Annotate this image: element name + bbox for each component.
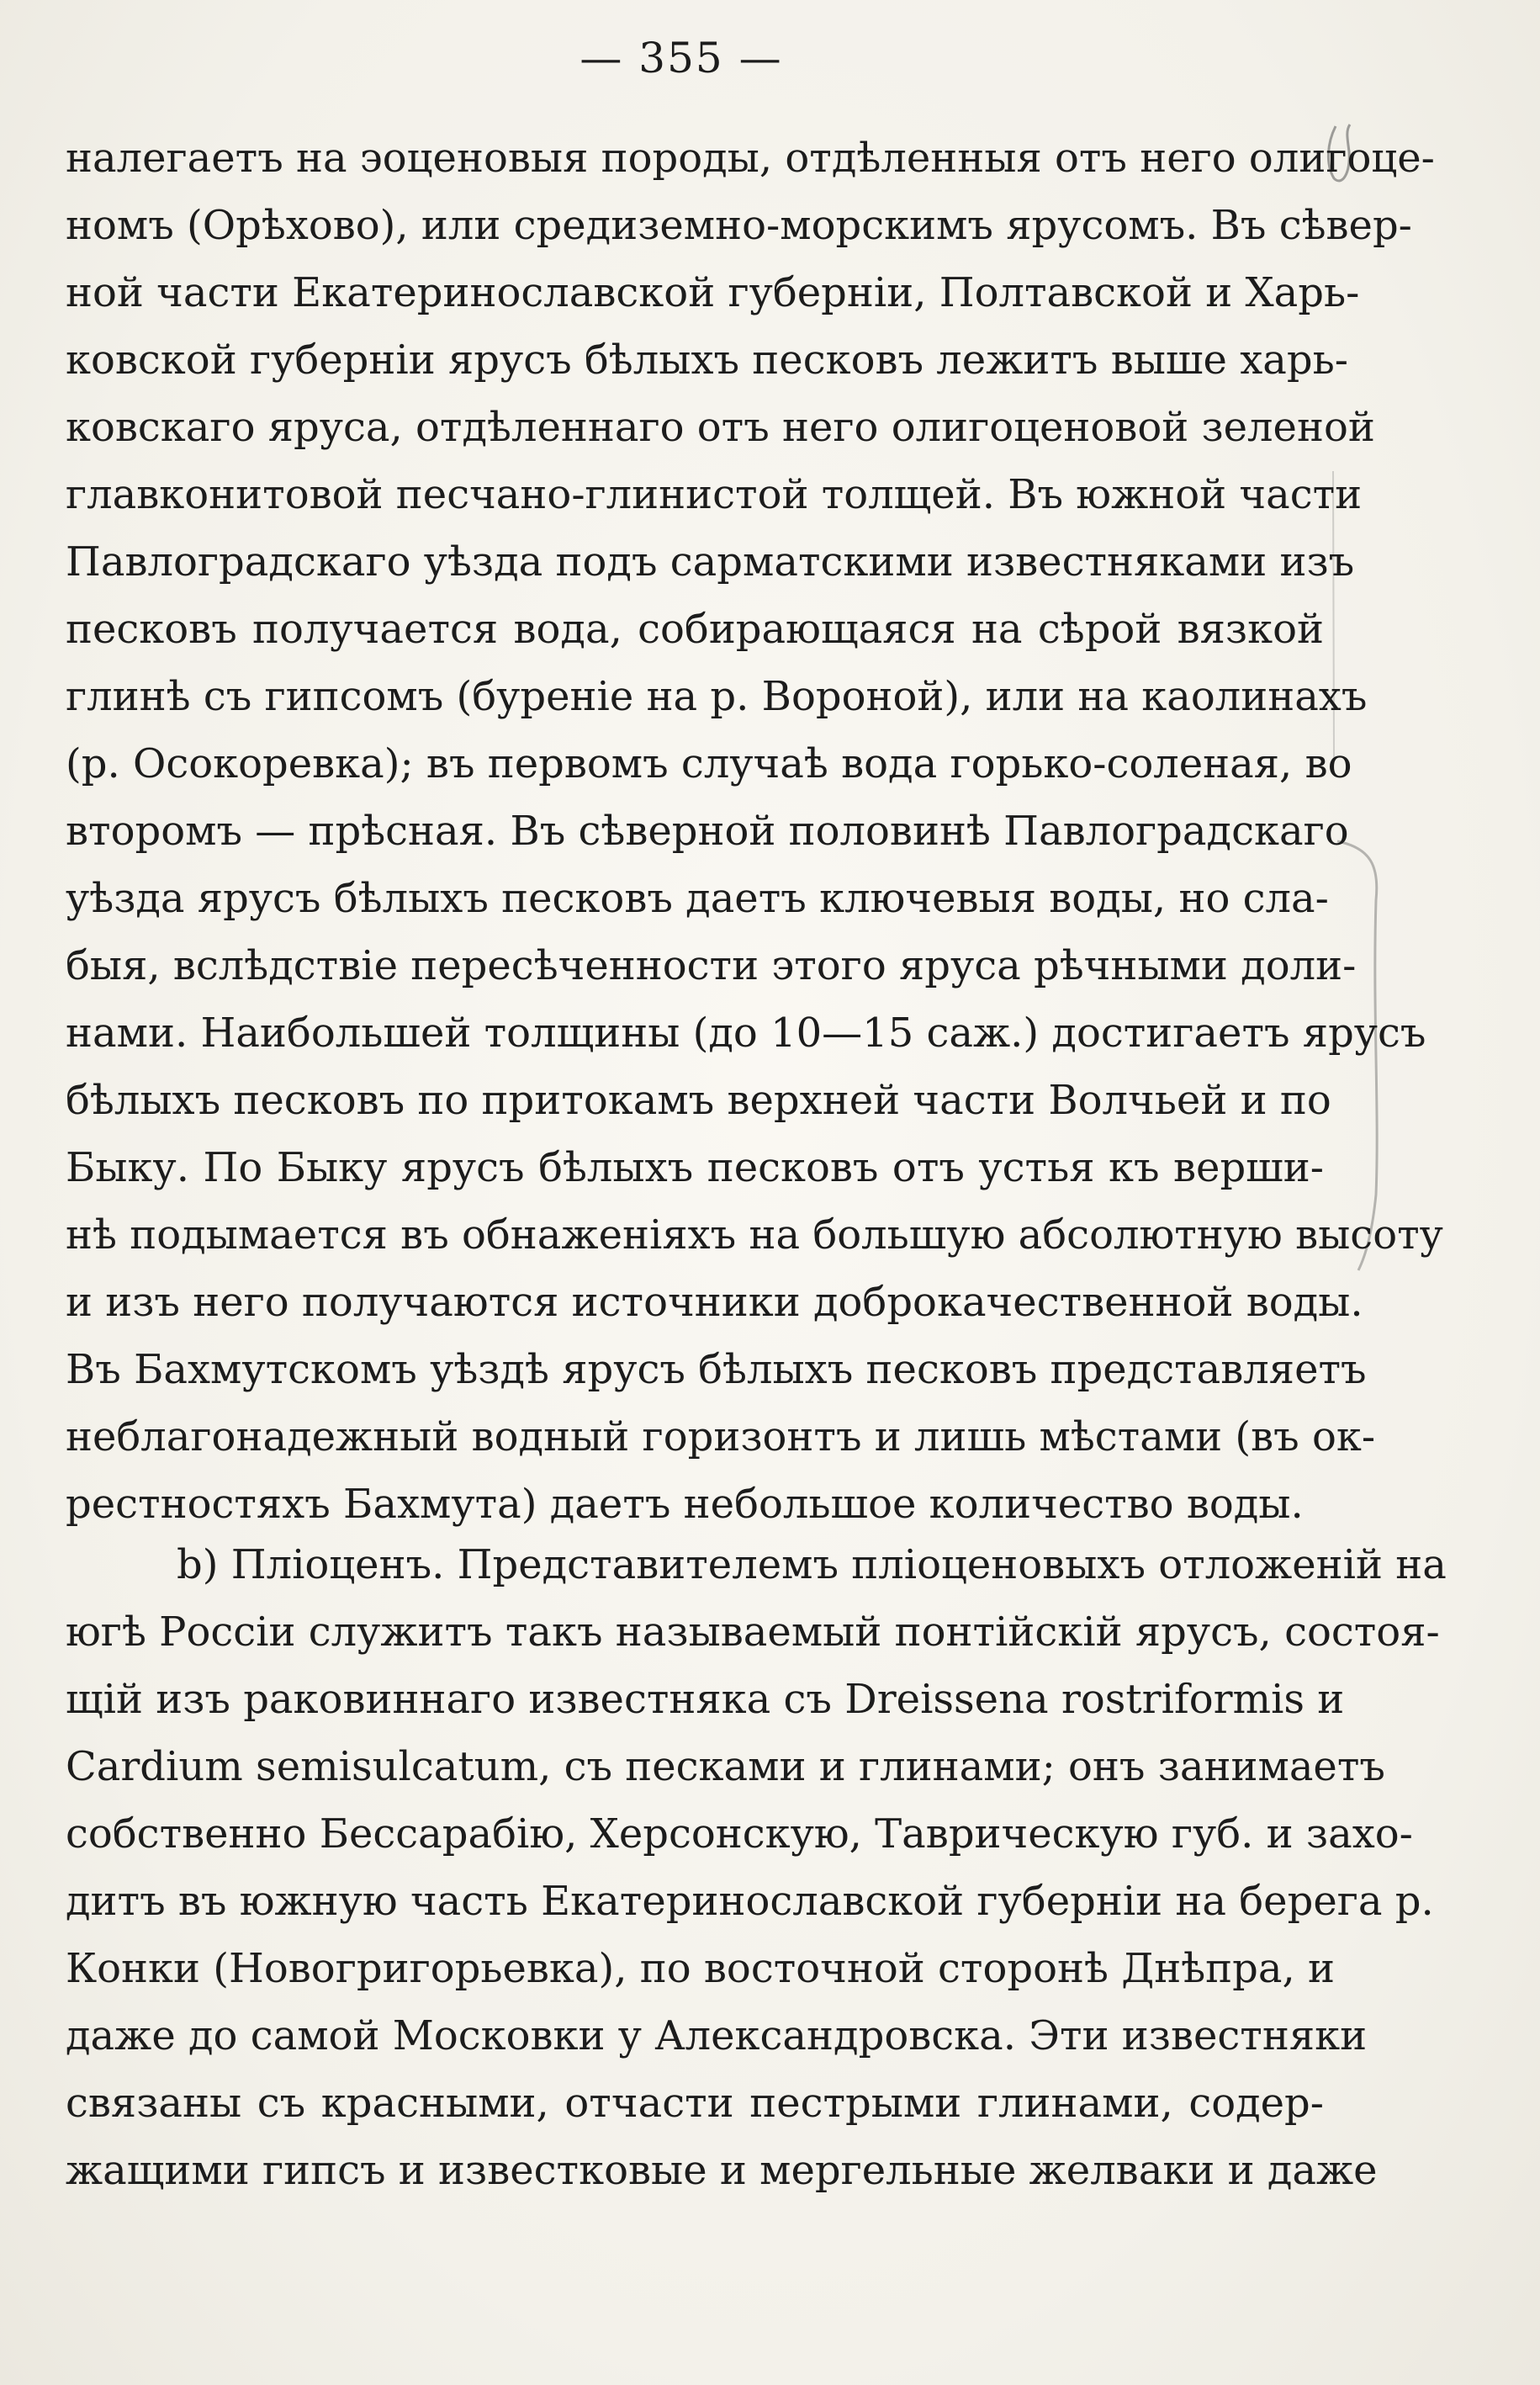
text-line: Въ Бахмутскомъ уѣздѣ ярусъ бѣлыхъ песковъ представляетъ — [66, 1346, 1367, 1393]
text-line: и изъ него получаются источники доброкачественной воды. — [66, 1279, 1363, 1326]
text-line: нами. Наибольшей толщины (до 10—15 саж.) достигаетъ ярусъ — [66, 1010, 1426, 1057]
text-line: быя, вслѣдствіе пересѣченности этого яруса рѣчными доли- — [66, 942, 1357, 989]
paragraph-pliocene — [66, 1531, 1447, 2204]
text-line: югѣ Россіи служитъ такъ называемый понтійскій ярусъ, состоя- — [66, 1609, 1440, 1656]
text-line: Быку. По Быку ярусъ бѣлыхъ песковъ отъ устья къ верши- — [66, 1144, 1324, 1191]
text-line: Конки (Новогригорьевка), по восточной сторонѣ Днѣпра, и — [66, 1945, 1335, 1992]
text-line: дитъ въ южную часть Екатеринославской губерніи на берега р. — [66, 1878, 1434, 1925]
text-line: ковскаго яруса, отдѣленнаго отъ него олигоценовой зеленой — [66, 404, 1375, 451]
text-line: даже до самой Московки у Александровска. Эти известняки — [66, 2012, 1368, 2059]
text-line: номъ (Орѣхово), или средиземно-морскимъ ярусомъ. Въ сѣвер- — [66, 202, 1412, 249]
text-line: ной части Екатеринославской губерніи, Полтавской и Харь- — [66, 269, 1360, 316]
text-line: второмъ — прѣсная. Въ сѣверной половинѣ Павлоградскаго — [66, 808, 1349, 855]
text-line: песковъ получается вода, собирающаяся на сѣрой вязкой — [66, 606, 1324, 653]
text-line: жащими гипсъ и известковые и мергельные желваки и даже — [66, 2147, 1378, 2194]
text-line: (р. Осокоревка); въ первомъ случаѣ вода горько-соленая, во — [66, 740, 1352, 787]
text-line: глинѣ съ гипсомъ (буреніе на р. Вороной), или на каолинахъ — [66, 673, 1368, 720]
text-line: щій изъ раковиннаго известняка съ Dreissena rostriformis и — [66, 1676, 1345, 1723]
text-line: связаны съ красными, отчасти пестрыми глинами, содер- — [66, 2080, 1324, 2127]
paragraph-eocene — [66, 125, 1443, 1538]
text-line: главконитовой песчано-глинистой толщей. Въ южной части — [66, 471, 1363, 518]
text-line: Cardium semisulcatum, съ песками и глинами; онъ занимаетъ — [66, 1743, 1385, 1790]
text-line: ковской губерніи ярусъ бѣлыхъ песковъ лежитъ выше харь- — [66, 337, 1348, 384]
text-line: нѣ подымается въ обнаженіяхъ на большую абсолютную высоту — [66, 1211, 1443, 1259]
text-line: b) Пліоценъ. Представителемъ пліоценовыхъ отложеній на — [177, 1541, 1447, 1588]
page-number: — 355 — — [579, 34, 783, 82]
text-line: неблагонадежный водный горизонтъ и лишь мѣстами (въ ок- — [66, 1413, 1376, 1460]
text-line: бѣлыхъ песковъ по притокамъ верхней части Волчьей и по — [66, 1077, 1331, 1124]
text-line: налегаетъ на эоценовыя породы, отдѣленныя отъ него олигоце- — [66, 135, 1435, 182]
text-line: собственно Бессарабію, Херсонскую, Таврическую губ. и захо- — [66, 1810, 1413, 1858]
text-line: рестностяхъ Бахмута) даетъ небольшое количество воды. — [66, 1481, 1304, 1528]
text-line: Павлоградскаго уѣзда подъ сарматскими известняками изъ — [66, 538, 1355, 586]
text-line: уѣзда ярусъ бѣлыхъ песковъ даетъ ключевыя воды, но сла- — [66, 875, 1329, 922]
